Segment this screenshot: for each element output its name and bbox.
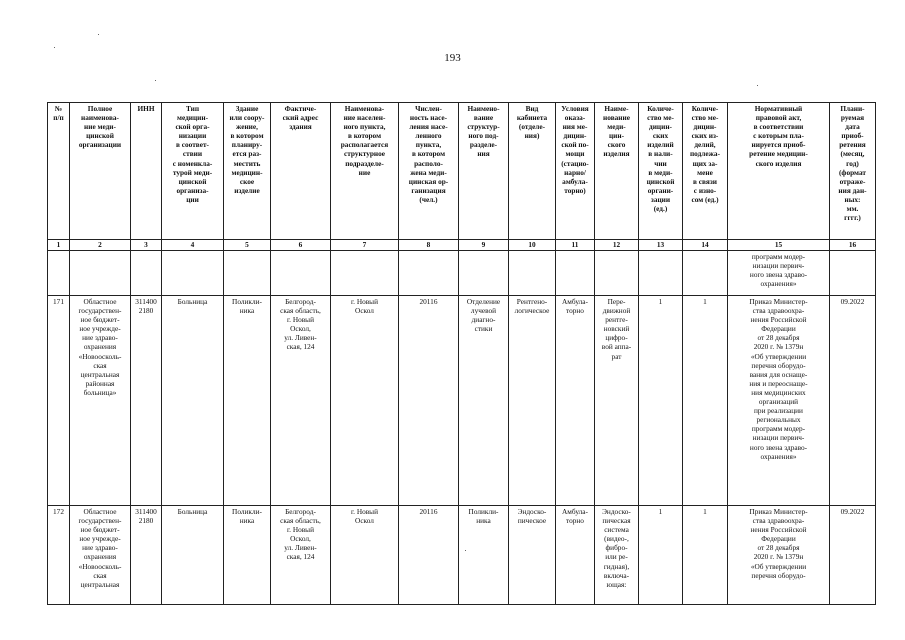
- header-cell: № п/п: [48, 103, 70, 240]
- table-cell: [830, 251, 876, 296]
- header-cell: Числен- ность насе- ления насе- ленного пункта, в котором располо- жена меди- цинская ор- ганизация (чел.): [399, 103, 459, 240]
- table-row: [48, 296, 876, 506]
- column-number: 8: [399, 240, 459, 251]
- table-cell: [399, 251, 459, 296]
- scan-speck: [155, 80, 156, 81]
- header-cell: ИНН: [131, 103, 162, 240]
- column-number-row: [48, 240, 876, 251]
- subdivision: Отделение лучевой диагно- стики: [459, 296, 509, 506]
- table-cell: [224, 251, 271, 296]
- scan-speck: [54, 47, 55, 48]
- column-number: 5: [224, 240, 271, 251]
- column-number: 13: [639, 240, 683, 251]
- table-cell: [639, 251, 683, 296]
- inn: 311400 2180: [131, 506, 162, 605]
- devices-to-replace: 1: [683, 296, 728, 506]
- organization-type: Больница: [162, 506, 224, 605]
- table-row: [48, 506, 876, 605]
- settlement: г. Новый Оскол: [331, 506, 399, 605]
- column-number: 2: [70, 240, 131, 251]
- table-cell: [331, 251, 399, 296]
- organization-name: Областное государствен- ное бюджет- ное учрежде- ние здраво- охранения «Новоосколь- ская центральная: [70, 506, 131, 605]
- devices-available: 1: [639, 506, 683, 605]
- column-number: 14: [683, 240, 728, 251]
- header-row: [48, 103, 876, 240]
- planned-date: 09.2022: [830, 506, 876, 605]
- room-type: Рентгено- логическое: [509, 296, 556, 506]
- table-cell: [459, 251, 509, 296]
- table-cell: [48, 251, 70, 296]
- column-number: 4: [162, 240, 224, 251]
- header-cell: Наиме- нование меди- цин- ского изделия: [595, 103, 639, 240]
- column-number: 12: [595, 240, 639, 251]
- row-number: 171: [48, 296, 70, 506]
- continuation-row: [48, 251, 876, 296]
- address: Белгород- ская область, г. Новый Оскол, ул. Ливен- ская, 124: [271, 296, 331, 506]
- devices-available: 1: [639, 296, 683, 506]
- legal-act: Приказ Министер- ства здравоохра- нения Российской Федерации от 28 декабря 2020 г. № 1379н «Об утверждении перечня оборудо-: [728, 506, 830, 605]
- column-number: 7: [331, 240, 399, 251]
- table-cell: [556, 251, 595, 296]
- table-cell: [70, 251, 131, 296]
- address: Белгород- ская область, г. Новый Оскол, ул. Ливен- ская, 124: [271, 506, 331, 605]
- header-cell: Вид кабинета (отделе- ния): [509, 103, 556, 240]
- population: 20116: [399, 506, 459, 605]
- header-cell: Количе- ство ме- дицин- ских из- делий, подлежа- щих за- мене в связи с изно- сом (ед.): [683, 103, 728, 240]
- legal-act: Приказ Министер- ства здравоохра- нения Российской Федерации от 28 декабря 2020 г. № 1379н «Об утверждении перечня оборудо- вания для оснаще- ния и переоснаще- ния медицинских организаций при реализации региональных программ модер- низации первич- ного звена здраво- охранения»: [728, 296, 830, 506]
- device-name: Эндоско- пическая система (видео-, фибро- или ре- гидная), включа- ющая:: [595, 506, 639, 605]
- header-cell: Наимено- вание структур- ного под- разделе- ния: [459, 103, 509, 240]
- header-cell: Тип медицин- ской орга- низации в соответ- ствии с номенкла- турой меди- цинской организа- ции: [162, 103, 224, 240]
- header-cell: Полное наименова- ние меди- цинской организации: [70, 103, 131, 240]
- room-type: Эндоско- пическое: [509, 506, 556, 605]
- column-number: 9: [459, 240, 509, 251]
- header-cell: Здание или соору- жение, в котором планиру- ется раз- местить медицин- ское изделие: [224, 103, 271, 240]
- table-cell: [131, 251, 162, 296]
- organization-type: Больница: [162, 296, 224, 506]
- column-number: 1: [48, 240, 70, 251]
- equipment-register-table: [47, 102, 876, 605]
- column-number: 6: [271, 240, 331, 251]
- column-number: 15: [728, 240, 830, 251]
- header-cell: Фактиче- ский адрес здания: [271, 103, 331, 240]
- subdivision: Поликли- ника: [459, 506, 509, 605]
- header-cell: Количе- ство ме- дицин- ских изделий в нали- чии в меди- цинской органи- зации (ед.): [639, 103, 683, 240]
- table-cell: [683, 251, 728, 296]
- building: Поликли- ника: [224, 296, 271, 506]
- settlement: г. Новый Оскол: [331, 296, 399, 506]
- column-number: 11: [556, 240, 595, 251]
- devices-to-replace: 1: [683, 506, 728, 605]
- table-cell: [509, 251, 556, 296]
- inn: 311400 2180: [131, 296, 162, 506]
- table-cell: программ модер- низации первич- ного звена здраво- охранения»: [728, 251, 830, 296]
- table-cell: [595, 251, 639, 296]
- column-number: 3: [131, 240, 162, 251]
- planned-date: 09.2022: [830, 296, 876, 506]
- care-conditions: Амбула- торно: [556, 296, 595, 506]
- organization-name: Областное государствен- ное бюджет- ное учрежде- ние здраво- охранения «Новоосколь- ская центральная районная больница»: [70, 296, 131, 506]
- header-cell: Наименова- ние населен- ного пункта, в котором располагается структурное подразделе- ние: [331, 103, 399, 240]
- column-number: 10: [509, 240, 556, 251]
- table-cell: [271, 251, 331, 296]
- care-conditions: Амбула- торно: [556, 506, 595, 605]
- page-number: 193: [444, 52, 461, 64]
- building: Поликли- ника: [224, 506, 271, 605]
- column-number: 16: [830, 240, 876, 251]
- header-cell: Плани- руемая дата приоб- ретения (месяц, год) (формат отраже- ния дан- ных: мм. гггг.): [830, 103, 876, 240]
- row-number: 172: [48, 506, 70, 605]
- population: 20116: [399, 296, 459, 506]
- scan-speck: [757, 85, 758, 86]
- scan-speck: [98, 34, 99, 35]
- device-name: Пере- движной рентге- новский цифро- вой аппа- рат: [595, 296, 639, 506]
- header-cell: Условия оказа- ния ме- дицин- ской по- мощи (стацио- нарно/ амбула- торно): [556, 103, 595, 240]
- header-cell: Нормативный правовой акт, в соответствии с которым пла- нируется приоб- ретение медицин- ского изделия: [728, 103, 830, 240]
- table-cell: [162, 251, 224, 296]
